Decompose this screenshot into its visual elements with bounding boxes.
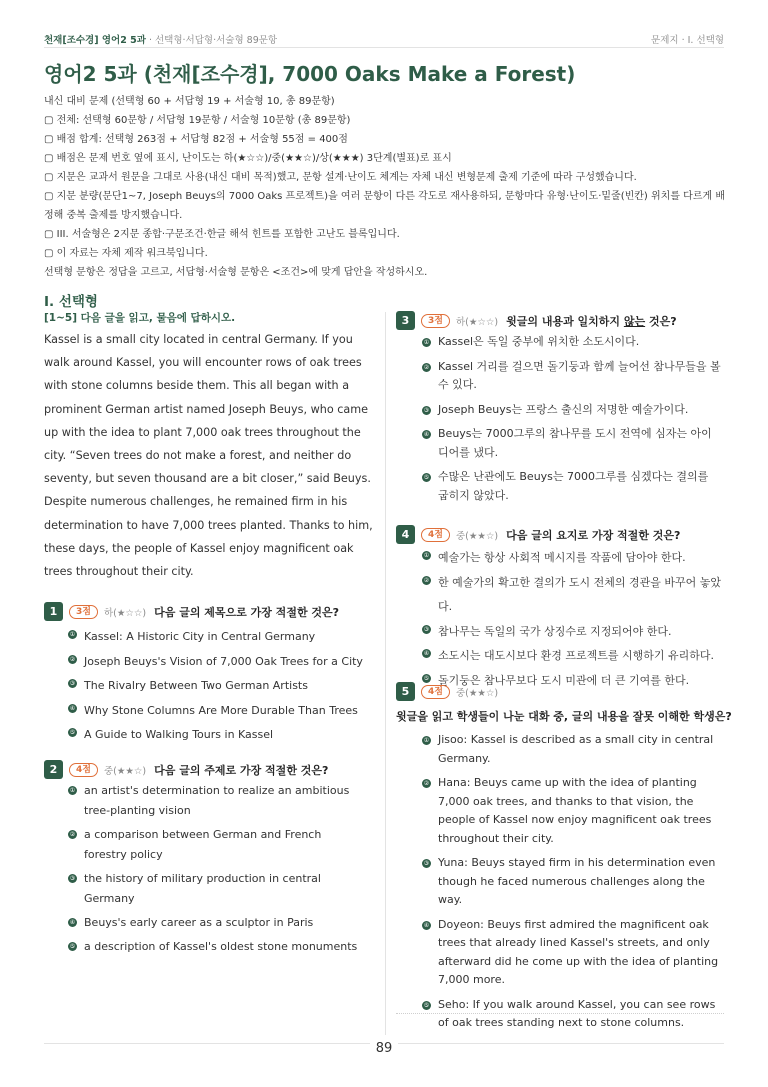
intro-line: ▢ 지문은 교과서 원문을 그대로 사용(내신 대비 목적)했고, 문항 설계·난이도 체계는 자체 내신 변형문제 출제 기준에 따라 구성했습니다.: [44, 172, 637, 183]
option-marker: ①: [423, 737, 430, 744]
option-text: Joseph Beuys는 프랑스 출신의 저명한 예술가이다.: [438, 402, 689, 416]
option-marker: ②: [423, 780, 430, 787]
page-title: 영어2 5과 (천재[조수경], 7000 Oaks Make a Forest): [44, 62, 576, 86]
difficulty-label: 중(★★☆): [455, 687, 499, 699]
difficulty-label: 하(★☆☆): [455, 316, 499, 328]
option-text: Yuna: Beuys stayed firm in his determination even though he faced numerous challenges along the way.: [438, 856, 716, 906]
intro-line: ▢ 배점 합계: 선택형 263점 + 서답형 82점 + 서술형 55점 = 400점: [44, 134, 348, 145]
question-stem: 윗글을 읽고 학생들이 나눈 대화 중, 글의 내용을 잘못 이해한 학생은?: [396, 710, 732, 723]
question-instruction: [1~5] 다음 글을 읽고, 물음에 답하시오.: [44, 312, 236, 324]
option-marker: ④: [423, 921, 430, 929]
option-4[interactable]: [422, 644, 727, 669]
question-5-options: [422, 731, 722, 1033]
page-number: 89: [370, 1041, 399, 1056]
option-text: Hana: Beuys came up with the idea of planting 7,000 oak trees, and thanks to that vision, the people of Kassel now enjoy magnificent oak trees throughout their city.: [438, 776, 712, 845]
option-marker: ④: [69, 919, 76, 926]
option-marker: ④: [69, 704, 76, 712]
difficulty-label: 하(★☆☆): [103, 607, 147, 619]
option-text: Seho: If you walk around Kassel, you can see rows of oak trees standing next to stone columns.: [438, 997, 716, 1029]
points-badge: 4점: [421, 685, 450, 699]
option-text: A Guide to Walking Tours in Kassel: [84, 728, 274, 741]
option-marker: ①: [423, 339, 430, 346]
option-marker: ⑤: [423, 1001, 430, 1009]
option-3[interactable]: [422, 854, 722, 910]
option-text: Kassel: A Historic City in Central Germany: [84, 630, 316, 643]
option-marker: ①: [69, 787, 76, 794]
option-marker: ⑤: [69, 943, 76, 950]
answer-area-separator: [396, 1013, 724, 1014]
option-marker: ⑤: [69, 729, 76, 736]
option-text: 소도시는 대도시보다 환경 프로젝트를 시행하기 유리하다.: [438, 649, 715, 662]
option-3[interactable]: [68, 674, 373, 699]
option-2[interactable]: [68, 650, 373, 675]
header-subtitle: · 선택형·서답형·서술형 89문항: [145, 35, 278, 46]
option-text: Joseph Beuys's Vision of 7,000 Oak Trees for a City: [84, 654, 363, 668]
option-marker: ③: [423, 625, 430, 633]
question-stem: 다음 글의 주제로 가장 적절한 것은?: [154, 763, 329, 777]
question-number: 2: [44, 760, 63, 779]
option-marker: ⑤: [423, 474, 430, 481]
option-5[interactable]: [68, 723, 373, 748]
option-text: 참나무는 독일의 국가 상징수로 지정되어야 한다.: [438, 624, 672, 638]
option-text: 수많은 난관에도 Beuys는 7000그루를 심겠다는 결의를 굽히지 않았다.: [438, 470, 709, 502]
option-text: 예술가는 항상 사회적 메시지를 작품에 담아야 한다.: [438, 551, 686, 564]
header-course: 천재[조수경] 영어2 5과: [44, 35, 146, 46]
intro-line: ▢ 전체: 선택형 60문항 / 서답형 19문항 / 서술형 10문항 (총 89문항): [44, 115, 351, 126]
option-text: Beuys는 7000그루의 참나무를 도시 전역에 심자는 아이디어를 냈다.: [438, 427, 712, 459]
option-text: Beuys's early career as a sculptor in Paris: [84, 916, 314, 929]
question-number: 5: [396, 682, 415, 701]
question-4-header: [396, 525, 680, 544]
option-marker: ④: [423, 650, 430, 657]
option-1[interactable]: [68, 625, 373, 650]
points-badge: 3점: [69, 605, 98, 619]
option-1[interactable]: [422, 333, 722, 352]
option-marker: ③: [423, 406, 430, 414]
difficulty-label: 중(★★☆): [103, 765, 147, 777]
option-text: Doyeon: Beuys first admired the magnificent oak trees that already lined Kassel's streets, and only afterward did he come up with the idea of planting 7,000 more.: [438, 917, 719, 986]
option-marker: ③: [69, 875, 76, 882]
column-divider: [385, 312, 386, 1035]
option-text: the history of military production in central Germany: [84, 872, 321, 905]
option-marker: ①: [69, 631, 76, 638]
option-2[interactable]: [68, 825, 363, 865]
question-stem: 윗글의 내용과 일치하지 않는 것은?: [506, 314, 677, 328]
option-text: an artist's determination to realize an ambitious tree-planting vision: [84, 784, 350, 817]
option-4[interactable]: [422, 916, 722, 990]
option-1[interactable]: [68, 781, 363, 821]
page-number-wrap: [0, 1041, 768, 1056]
question-3-options: [422, 333, 722, 505]
option-text: The Rivalry Between Two German Artists: [84, 679, 308, 692]
question-4-options: [422, 546, 727, 693]
underlined-word: 않는: [623, 314, 646, 328]
question-3-header: [396, 311, 677, 330]
intro-line: ▢ 지문 분량(문단1~7, Joseph Beuys의 7000 Oaks 프로젝트)을 여러 문항이 다른 각도로 재사용하되, 문항마다 유형·난이도·밑줄(빈칸) 위치를 다르게 배정해 중복 출제를 방지했습니다.: [44, 191, 725, 221]
option-text: Why Stone Columns Are More Durable Than Trees: [84, 703, 358, 717]
option-3[interactable]: [422, 401, 722, 420]
option-marker: ①: [423, 552, 430, 559]
option-2[interactable]: [422, 571, 727, 620]
option-3[interactable]: [422, 620, 727, 645]
points-badge: 3점: [421, 314, 450, 328]
option-4[interactable]: [422, 425, 722, 462]
option-marker: ②: [69, 831, 76, 838]
question-1-options: [68, 625, 373, 748]
option-1[interactable]: [422, 731, 722, 768]
intro-block: [44, 92, 728, 282]
option-text: 돌기둥은 참나무보다 도시 미관에 더 큰 기여를 한다.: [438, 673, 690, 687]
option-marker: ②: [423, 576, 430, 584]
option-text: Jisoo: Kassel is described as a small city in central Germany.: [438, 733, 714, 765]
option-marker: ⑤: [423, 674, 430, 682]
option-marker: ③: [69, 680, 76, 687]
option-5[interactable]: [422, 996, 722, 1033]
intro-line: ▢ III. 서술형은 2지문 종합·구문조건·한글 해석 힌트를 포함한 고난도 블록입니다.: [44, 229, 400, 240]
question-2-header: [44, 760, 328, 779]
header-divider: [44, 47, 724, 48]
intro-line: 선택형 문항은 정답을 고르고, 서답형·서술형 문항은 <조건>에 맞게 답안을 작성하시오.: [44, 267, 428, 278]
intro-line: ▢ 이 자료는 자체 제작 워크북입니다.: [44, 248, 208, 259]
section-title: I. 선택형: [44, 294, 98, 310]
option-marker: ②: [423, 363, 430, 371]
option-5[interactable]: [68, 937, 363, 957]
question-1-header: [44, 602, 339, 621]
option-text: Kassel 거리를 걸으면 돌기둥과 함께 늘어선 참나무들을 볼 수 있다.: [438, 359, 721, 391]
running-header-right: 문제지 · I. 선택형: [651, 35, 724, 46]
reading-passage: Kassel is a small city located in central Germany. If you walk around Kassel, you will encounter rows of oak trees with stone columns beside them. This all began with a prominent German artist named Joseph Beuys, who came up with the idea to plant 7,000 oak trees throughout the city. “Seven trees do not make a forest, and neither do seventy, but seven thousand are a bit closer,” said Beuys. Despite numerous challenges, he remained firm in his determination to have 7,000 trees planted. Thanks to him, these days, the people of Kassel enjoy magnificent oak trees throughout their city.: [44, 333, 373, 579]
option-3[interactable]: [68, 869, 363, 909]
option-5[interactable]: [422, 468, 722, 505]
option-marker: ④: [423, 431, 430, 438]
option-2[interactable]: [422, 774, 722, 848]
intro-line: 내신 대비 문제 (선택형 60 + 서답형 19 + 서술형 10, 총 89문항): [44, 96, 335, 107]
option-text: a description of Kassel's oldest stone monuments: [84, 940, 358, 953]
option-marker: ②: [69, 655, 76, 663]
question-2-options: [68, 781, 363, 957]
intro-line: ▢ 배점은 문제 번호 옆에 표시, 난이도는 하(★☆☆)/중(★★☆)/상(★★★) 3단계(별표)로 표시: [44, 153, 452, 164]
option-4[interactable]: [68, 699, 373, 724]
option-marker: ③: [423, 860, 430, 867]
points-badge: 4점: [69, 763, 98, 777]
running-header-left: [44, 32, 277, 46]
option-text: Kassel은 독일 중부에 위치한 소도시이다.: [438, 335, 640, 348]
question-number: 1: [44, 602, 63, 621]
option-4[interactable]: [68, 913, 363, 933]
option-text: 한 예술가의 확고한 결의가 도시 전체의 경관을 바꾸어 놓았다.: [438, 575, 721, 613]
difficulty-label: 중(★★☆): [455, 530, 499, 542]
option-2[interactable]: [422, 358, 722, 395]
option-text: a comparison between German and French forestry policy: [84, 828, 322, 861]
question-stem: 다음 글의 요지로 가장 적절한 것은?: [506, 528, 681, 542]
question-5-header: [396, 682, 506, 701]
option-1[interactable]: [422, 546, 727, 571]
points-badge: 4점: [421, 528, 450, 542]
question-stem: 다음 글의 제목으로 가장 적절한 것은?: [154, 605, 340, 619]
question-number: 3: [396, 311, 415, 330]
question-number: 4: [396, 525, 415, 544]
